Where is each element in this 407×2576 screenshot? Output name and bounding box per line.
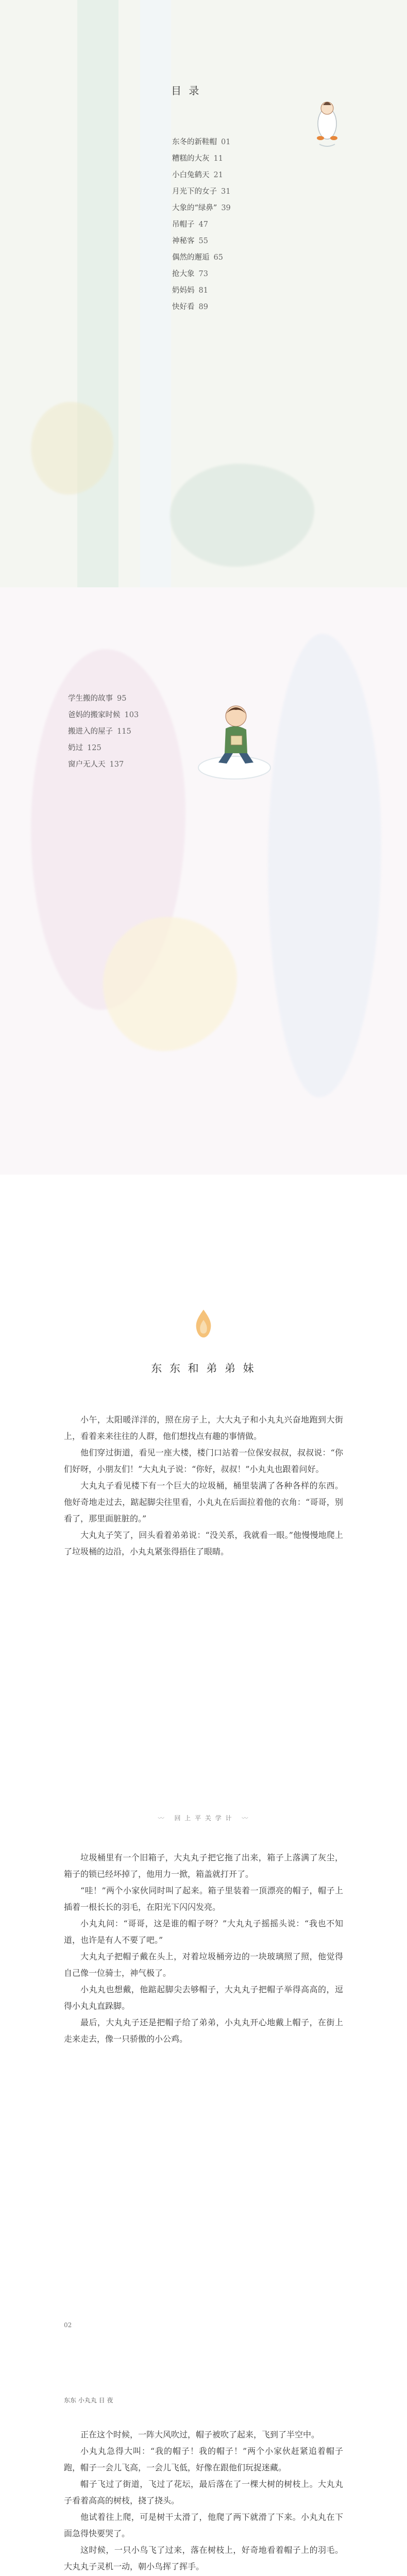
paragraph: 大丸丸子笑了，回头看着弟弟说：“没关系，我就看一眼。”他慢慢地爬上了垃圾桶的边沿，小丸丸紧张得捂住了眼睛。 [64,1530,343,1556]
toc-list-top [172,134,231,315]
toc-title: 目 录 [171,84,201,97]
toc-entry[interactable]: 窗户无人天 137 [68,760,124,769]
paragraph: 这时候，一只小鸟飞了过来，落在树枝上，好奇地看着帽子上的羽毛。大丸丸子灵机一动，朝小鸟挥了挥手。 [64,2545,343,2571]
toc-entry[interactable]: 快好看 89 [172,303,208,311]
toc-entry[interactable]: 东冬的新鞋帽 01 [172,138,231,146]
toc-entry[interactable]: 爸妈的搬家时候 103 [68,711,139,719]
watercolor-wash [170,464,314,567]
paragraph: 小丸丸急得大叫：“我的帽子！我的帽子！”两个小家伙赶紧追着帽子跑，帽子一会儿飞高，一会儿飞低，好像在跟他们玩捉迷藏。 [64,2446,343,2472]
toc-entry[interactable]: 神秘客 55 [172,237,208,245]
paragraph: “哇！”两个小家伙同时叫了起来。箱子里装着一顶漂亮的帽子，帽子上插着一根长长的羽毛，在阳光下闪闪发亮。 [64,1886,343,1912]
paragraph: 小丸丸问：“哥哥，这是谁的帽子呀？”大丸丸子摇摇头说：“我也不知道，也许是有人不要了吧。” [64,1919,343,1945]
paragraph: 最后，大丸丸子还是把帽子给了弟弟，小丸丸开心地戴上帽子，在街上走来走去，像一只骄傲的小公鸡。 [64,2018,343,2044]
toc-entry[interactable]: 搬进入的屋子 115 [68,727,131,736]
paragraph: 他们穿过街道，看见一座大楼，楼门口站着一位保安叔叔，叔叔说：“你们好呀，小朋友们！”大丸丸子说：“你好，叔叔！”小丸丸也跟着问好。 [64,1448,343,1474]
paragraph: 小午，太阳暖洋洋的，照在房子上，大大丸子和小丸丸兴奋地跑到大街上，看着来来往往的人群，他们想找点有趣的事情做。 [64,1415,343,1441]
paragraph: 小丸丸也想戴，他踮起脚尖去够帽子，大丸丸子把帽子举得高高的，逗得小丸丸直跺脚。 [64,1985,343,2011]
watercolor-wash [268,634,381,1097]
chapter-page-3 [0,2349,407,2576]
toc-entry[interactable]: 奶妈妈 81 [172,286,208,295]
paragraph: 正在这个时候，一阵大风吹过，帽子被吹了起来，飞到了半空中。 [80,2430,320,2439]
toc-entry[interactable]: 吊帽子 47 [172,221,208,229]
toc-entry[interactable]: 学生搬的故事 95 [68,694,127,703]
chapter-page-2 [0,1762,407,2349]
toc-entry[interactable]: 奶过 125 [68,744,101,752]
chapter-body [64,1412,343,1560]
running-header: 〰 回 上 平 关 学 计 〰 [158,1815,249,1822]
toc-page-1 [0,0,407,587]
flame-ornament-icon [193,1309,214,1340]
wave-ornament-icon: 〰 [158,1815,165,1822]
toc-entry[interactable]: 大象的“绿鼻” 39 [172,204,231,212]
paragraph: 大丸丸子把帽子戴在头上，对着垃圾桶旁边的一块玻璃照了照，他觉得自己像一位骑士，神气极了。 [64,1952,343,1978]
toc-entry[interactable]: 月光下的女子 31 [172,188,231,196]
bird-illustration [309,88,345,149]
caption-label: 东东 小丸丸 日 夜 [64,2397,113,2404]
chapter-title: 东 东 和 弟 弟 妹 [151,1362,256,1375]
paragraph: 大丸丸子看见楼下有一个巨大的垃圾桶，桶里装满了各种各样的东西。他好奇地走过去，踮起脚尖往里看，小丸丸在后面拉着他的衣角：“哥哥，别看了，那里面脏脏的。” [64,1481,343,1523]
boy-on-cloud-illustration [196,696,273,783]
paragraph: 帽子飞过了街道，飞过了花坛，最后落在了一棵大树的树枝上。大丸丸子看着高高的树枝，挠了挠头。 [64,2479,343,2505]
paragraph: 他试着往上爬，可是树干太滑了，他爬了两下就滑了下来。小丸丸在下面急得快要哭了。 [64,2512,343,2538]
toc-entry[interactable]: 糟糕的大灰 11 [172,155,223,163]
watercolor-strip [140,0,171,587]
chapter-page-1 [0,1175,407,1762]
watercolor-wash [103,917,237,1051]
chapter-body [64,2427,343,2576]
chapter-body [64,1850,343,2047]
paragraph: 垃圾桶里有一个旧箱子，大丸丸子把它拖了出来，箱子上落满了灰尘，箱子的锁已经坏掉了，他用力一掀，箱盖就打开了。 [64,1853,343,1879]
page-number: 02 [64,2321,72,2329]
toc-entry[interactable]: 偶然的邂逅 65 [172,253,223,262]
toc-page-2 [0,587,407,1175]
toc-list-bottom [68,690,139,773]
toc-entry[interactable]: 小白兔鹤天 21 [172,171,223,179]
wave-ornament-icon: 〰 [242,1815,249,1822]
watercolor-strip [77,0,118,587]
toc-entry[interactable]: 抢大象 73 [172,270,208,278]
